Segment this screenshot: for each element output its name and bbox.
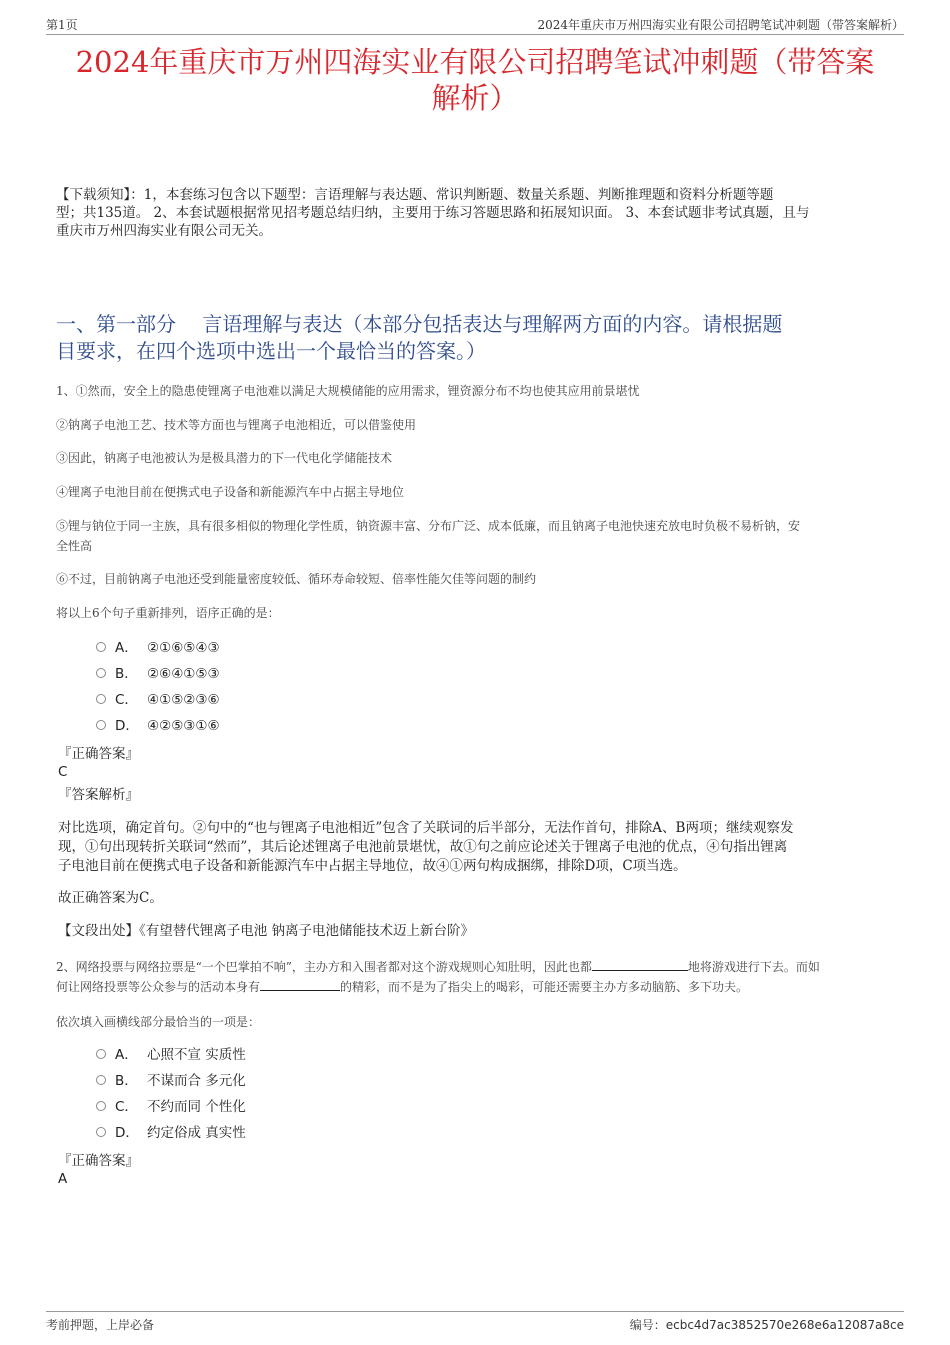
header-doc-title: 2024年重庆市万州四海实业有限公司招聘笔试冲刺题（带答案解析）: [537, 18, 904, 32]
q1-option-a[interactable]: [96, 638, 220, 658]
footer-code-value: ecbc4d7ac3852570e268e6a12087a8ce: [665, 1318, 904, 1332]
q2-stem-part-b: 地将游戏进行下去。而如: [687, 960, 820, 974]
notice-line-1: 【下载须知】：1，本套练习包含以下题型：言语理解与表达题、常识判断题、数量关系题、判断推理题和资料分析题等题: [56, 187, 774, 203]
option-text: ②⑥④①⑤③: [147, 666, 220, 682]
q1-sentence-3: ③因此，钠离子电池被认为是极具潜力的下一代电化学储能技术: [56, 451, 393, 465]
section-line-2: 目要求，在四个选项中选出一个最恰当的答案。）: [56, 339, 486, 363]
q1-option-c[interactable]: [96, 690, 220, 710]
page-header: [46, 14, 904, 35]
document-title: [50, 44, 900, 116]
q2-stem-part-d: 的精彩，而不是为了指尖上的喝彩，可能还需要主办方多动脑筋、多下功夫。: [340, 980, 749, 994]
page-footer: [46, 1311, 904, 1332]
q1-sentence-6: ⑥不过，目前钠离子电池还受到能量密度较低、循环寿命较短、倍率性能欠佳等问题的制约: [56, 572, 537, 586]
q2-stem-line-2: [56, 977, 890, 997]
section-heading: [56, 311, 898, 365]
title-line-2: 解析）: [431, 81, 519, 115]
option-key: C．: [115, 1099, 138, 1115]
option-key: A．: [115, 1047, 138, 1063]
q2-option-b[interactable]: [96, 1071, 246, 1091]
q2-stem: [56, 957, 890, 997]
q2-option-d[interactable]: [96, 1123, 246, 1143]
option-text: ②①⑥⑤④③: [147, 640, 220, 656]
radio-icon[interactable]: [96, 642, 106, 652]
section-line-1: 一、第一部分 言语理解与表达（本部分包括表达与理解两方面的内容。请根据题: [56, 312, 783, 336]
option-key: A．: [115, 640, 138, 656]
q2-answer: A: [58, 1171, 68, 1187]
q2-answer-label: 『正确答案』: [58, 1153, 139, 1169]
option-text: 约定俗成 真实性: [147, 1125, 246, 1141]
q1-option-d[interactable]: [96, 716, 220, 736]
q1-conclusion: 故正确答案为C。: [58, 890, 163, 906]
q1-sentence-5-line-1: ⑤锂与钠位于同一主族，具有很多相似的物理化学性质，钠资源丰富、分布广泛、成本低廉，而且钠离子电池快速充放电时负极不易析钠，安: [56, 519, 801, 533]
option-key: D．: [115, 718, 139, 734]
q1-sentence-5: [56, 516, 890, 556]
option-text: 不谋而合 多元化: [147, 1073, 246, 1089]
title-line-1: 2024年重庆市万州四海实业有限公司招聘笔试冲刺题（带答案: [75, 45, 875, 79]
option-text: ④①⑤②③⑥: [147, 692, 220, 708]
q1-answer: C: [58, 764, 68, 780]
option-text: 不约而同 个性化: [147, 1099, 246, 1115]
option-key: B．: [115, 666, 138, 682]
q1-analysis-line-3: 子电池目前在便携式电子设备和新能源汽车中占据主导地位，故④①两句构成捆绑，排除D项，C项当选。: [58, 858, 687, 874]
notice-line-3: 重庆市万州四海实业有限公司无关。: [56, 223, 272, 239]
footer-code-label: 编号：: [629, 1318, 666, 1332]
footer-slogan: 考前押题，上岸必备: [46, 1318, 155, 1332]
radio-icon[interactable]: [96, 1075, 106, 1085]
q1-analysis-line-1: 对比选项，确定首句。②句中的“也与锂离子电池相近”包含了关联词的后半部分，无法作首句，排除A、B两项；继续观察发: [58, 820, 794, 836]
q1-sentence-5-line-2: 全性高: [56, 539, 93, 553]
q1-sentence-4: ④锂离子电池目前在便携式电子设备和新能源汽车中占据主导地位: [56, 485, 405, 499]
option-key: B．: [115, 1073, 138, 1089]
q2-option-c[interactable]: [96, 1097, 246, 1117]
q1-option-b[interactable]: [96, 664, 220, 684]
q2-blank-1: [592, 958, 688, 971]
footer-code: [630, 1316, 904, 1333]
q2-stem-part-a: 2、网络投票与网络拉票是“一个巴掌拍不响”，主办方和入围者都对这个游戏规则心知肚明，因此也都: [56, 960, 592, 974]
q2-option-a[interactable]: [96, 1045, 246, 1065]
q2-stem-line-1: [56, 957, 890, 977]
q2-stem-part-c: 何让网络投票等公众参与的活动本身有: [56, 980, 261, 994]
radio-icon[interactable]: [96, 694, 106, 704]
q1-analysis-line-2: 现，①句出现转折关联词“然而”，其后论述锂离子电池前景堪忧，故①句之前应论述关于锂离子电池的优点，④句指出锂离: [58, 839, 788, 855]
radio-icon[interactable]: [96, 720, 106, 730]
option-text: 心照不宣 实质性: [147, 1047, 246, 1063]
download-notice: [56, 186, 898, 240]
q1-sentence-2: ②钠离子电池工艺、技术等方面也与锂离子电池相近，可以借鉴使用: [56, 418, 417, 432]
q1-prompt: 将以上6个句子重新排列，语序正确的是：: [56, 606, 280, 620]
radio-icon[interactable]: [96, 1101, 106, 1111]
q1-analysis: [58, 819, 894, 876]
q2-prompt: 依次填入画横线部分最恰当的一项是：: [56, 1015, 261, 1029]
q1-analysis-label: 『答案解析』: [58, 787, 139, 803]
option-key: C．: [115, 692, 138, 708]
radio-icon[interactable]: [96, 668, 106, 678]
q1-answer-label: 『正确答案』: [58, 746, 139, 762]
q1-sentence-1: 1、①然而，安全上的隐患使锂离子电池难以满足大规模储能的应用需求，锂资源分布不均也使其应用前景堪忧: [56, 384, 640, 398]
notice-line-2: 型；共135道。 2、本套试题根据常见招考题总结归纳，主要用于练习答题思路和拓展知识面。 3、本套试题非考试真题，且与: [56, 205, 810, 221]
option-key: D．: [115, 1125, 139, 1141]
q2-blank-2: [260, 978, 340, 991]
radio-icon[interactable]: [96, 1127, 106, 1137]
option-text: ④②⑤③①⑥: [147, 718, 220, 734]
radio-icon[interactable]: [96, 1049, 106, 1059]
page-number: 第1页: [46, 18, 78, 32]
q1-source: 【文段出处】《有望替代锂离子电池 钠离子电池储能技术迈上新台阶》: [58, 923, 475, 939]
